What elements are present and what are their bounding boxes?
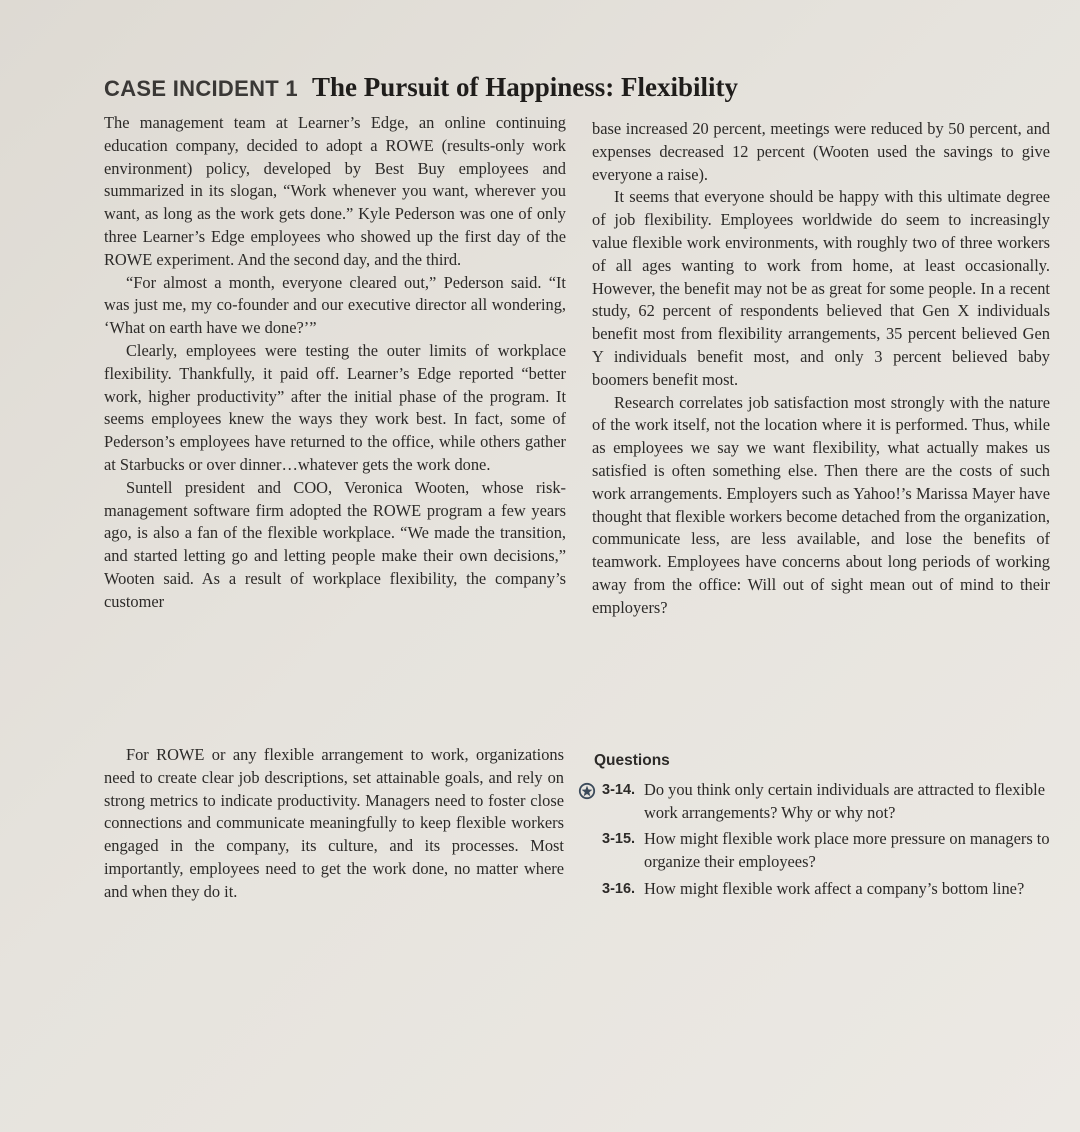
questions-section <box>592 750 1054 905</box>
paragraph: The management team at Learner’s Edge, an online continuing education company, decided to adopt a ROWE (results-only work environment) policy, developed by Best Buy employees and summarized in its slogan, “Work whenever you want, wherever you want, as long as the work gets done.” Kyle Pederson was one of only three Learner’s Edge employees who showed up the first day of the ROWE experiment. And the second day, and the third. <box>104 113 566 269</box>
paragraph: Research correlates job satisfaction most strongly with the nature of the work itself, not the location where it is performed. Thus, while as employees we say we want flexibility, what actually makes us satisfied is often something else. Then there are the costs of such work arrangements. Employers such as Yahoo!’s Marissa Mayer have thought that flexible workers become detached from the organization, communicate less, are less available, and lose the benefits of teamwork. Employees have concerns about long periods of working away from the office: Will out of sight mean out of mind to their employers? <box>592 392 1050 617</box>
question-number: 3-15. <box>602 831 636 848</box>
question-item <box>592 878 1054 901</box>
question-item <box>592 828 1054 874</box>
paragraph: Clearly, employees were testing the outer limits of workplace flexibility. Thankfully, it paid off. Learner’s Edge reported “better work, higher productivity” after the initial phase of the program. It seems employees knew the ways they work best. In fact, some of Pederson’s employees have returned to the office, while others gather at Starbucks or over dinner…whatever gets the work done. <box>104 340 566 474</box>
paragraph: base increased 20 percent, meetings were reduced by 50 percent, and expenses decreased 12 percent (Wooten used the savings to give everyone a raise). <box>592 119 1050 184</box>
paragraph: For ROWE or any flexible arrangement to work, organizations need to create clear job descriptions, set attainable goals, and rely on strong metrics to indicate productivity. Managers need to foster close connections and communicate meaningfully to keep flexible workers engaged in the company, its culture, and its processes. Most importantly, employees need to get the work done, no matter where and when they do it. <box>104 745 564 901</box>
question-text: Do you think only certain individuals are attracted to flexible work arrangements? Why or why not? <box>644 779 1045 822</box>
left-column <box>104 112 566 614</box>
question-text: How might flexible work place more pressure on managers to organize their employees? <box>644 829 1050 872</box>
paragraph: It seems that everyone should be happy with this ultimate degree of job flexibility. Employees worldwide do seem to increasingly value flexible work environments, with roughly two of three workers of all ages wanting to work from home, at least occasionally. However, the benefit may not be as great for some people. In a recent study, 62 percent of respondents believed that Gen X individuals benefit most from flexibility arrangements, 35 percent believed Gen Y individuals benefit most, and only 3 percent believed baby boomers benefit most. <box>592 187 1050 389</box>
gear-star-icon <box>578 782 596 800</box>
question-number: 3-16. <box>602 880 636 897</box>
question-item <box>592 779 1054 825</box>
case-label: CASE INCIDENT 1 <box>104 76 298 101</box>
question-text: How might flexible work affect a company’s bottom line? <box>644 878 1025 898</box>
questions-heading: Questions <box>594 752 670 769</box>
paragraph: “For almost a month, everyone cleared out,” Pederson said. “It was just me, my co-founder and our executive director all wondering, ‘What on earth have we done?’” <box>104 272 566 338</box>
bottom-left-column <box>104 744 564 904</box>
paragraph: Suntell president and COO, Veronica Wooten, whose risk-management software firm adopted the ROWE program a few years ago, is also a fan of the flexible workplace. “We made the transition, and started letting go and letting people make their own decisions,” Wooten said. As a result of workplace flexibility, the company’s customer <box>104 477 566 611</box>
case-title: The Pursuit of Happiness: Flexibility <box>311 72 739 102</box>
right-column <box>592 118 1050 620</box>
question-number: 3-14. <box>602 781 636 798</box>
case-header <box>104 72 1004 103</box>
